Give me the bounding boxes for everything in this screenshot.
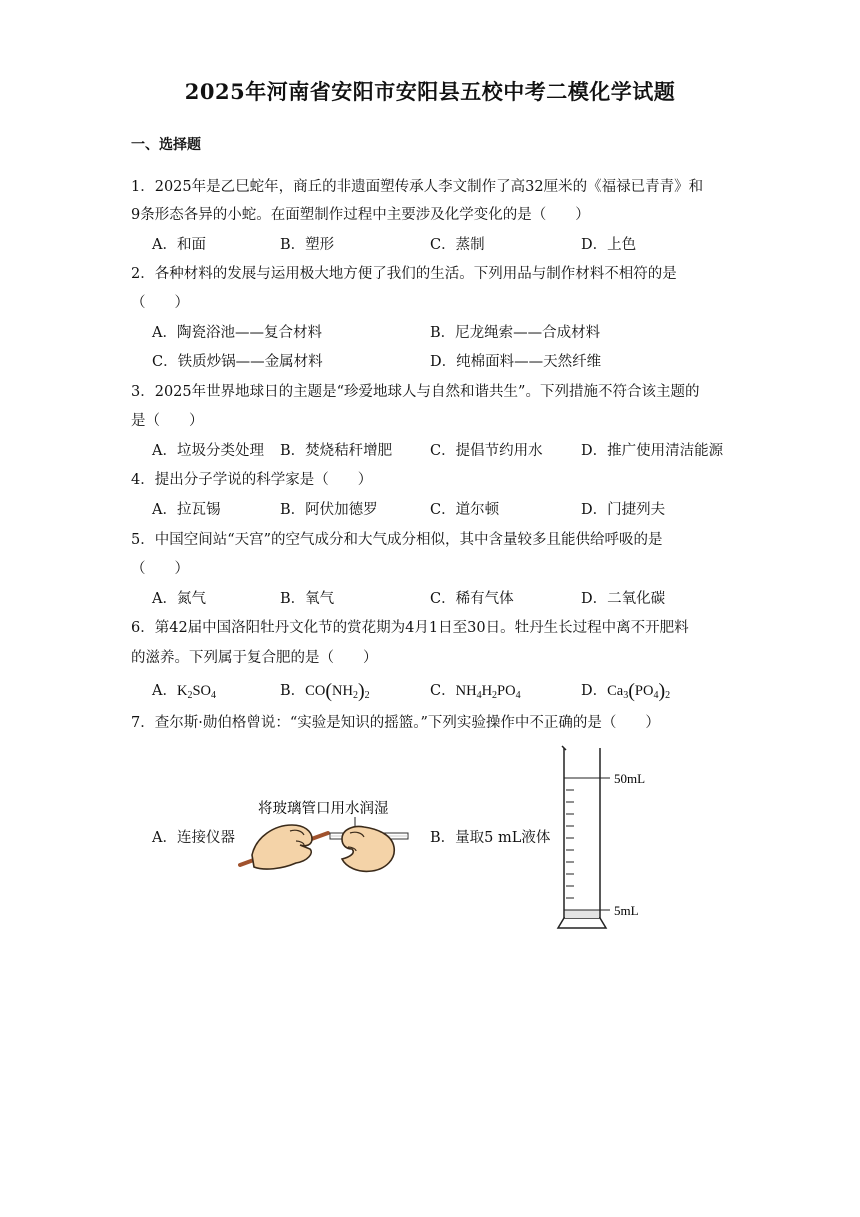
question-2-option-d: D．纯棉面料——天然纤维 xyxy=(430,354,602,370)
question-1-option-c: C．蒸制 xyxy=(430,237,485,253)
question-6-line-2: 的滋养。下列属于复合肥的是（ ） xyxy=(131,650,378,666)
question-5-option-c: C．稀有气体 xyxy=(430,591,514,607)
question-2-line-2: （ ） xyxy=(131,295,189,311)
question-4-option-a: A．拉瓦锡 xyxy=(152,502,221,518)
formula-k2so4: $K_2SO_4$ xyxy=(176,683,217,701)
question-4-option-d: D．门捷列夫 xyxy=(581,502,666,518)
question-2-option-a: A．陶瓷浴池——复合材料 xyxy=(152,325,322,341)
question-6-line-1: 6．第42届中国洛阳牡丹文化节的赏花期为4月1日至30日。牡丹生长过程中离不开肥料 xyxy=(131,620,689,636)
question-1-line-1: 1．2025年是乙巳蛇年，商丘的非遗面塑传承人李文制作了高32厘米的《福禄已青青》和 xyxy=(131,179,704,195)
question-6-option-b xyxy=(280,681,370,706)
question-6-option-a xyxy=(152,681,216,706)
section-heading: 一、选择题 xyxy=(131,137,201,153)
figure-a-caption: 将玻璃管口用水润湿 xyxy=(258,801,389,817)
question-5-line-2: （ ） xyxy=(131,561,189,577)
connect-apparatus-illustration xyxy=(238,795,413,875)
question-3-line-1: 3．2025年世界地球日的主题是“珍爱地球人与自然和谐共生”。下列措施不符合该主题的 xyxy=(131,384,700,400)
question-2-line-1: 2．各种材料的发展与运用极大地方便了我们的生活。下列用品与制作材料不相符的是 xyxy=(131,266,677,282)
option-letter: D． xyxy=(581,683,608,699)
question-4-line-1: 4．提出分子学说的科学家是（ ） xyxy=(131,472,373,488)
formula-nh4h2po4: $NH_4H_2PO_4$ xyxy=(455,683,521,701)
question-3-option-b: B．焚烧秸秆增肥 xyxy=(280,443,393,459)
question-4-option-b: B．阿伏加德罗 xyxy=(280,502,378,518)
question-4-option-c: C．道尔顿 xyxy=(430,502,500,518)
question-7-option-b: B．量取5 mL液体 xyxy=(430,830,551,846)
option-letter: C． xyxy=(430,683,456,699)
question-3-option-c: C．提倡节约用水 xyxy=(430,443,543,459)
question-7-line-1: 7．查尔斯·勋伯格曾说：“实验是知识的摇篮。”下列实验操作中不正确的是（ ） xyxy=(131,715,660,731)
question-6-option-c xyxy=(430,681,521,706)
question-1-option-b: B．塑形 xyxy=(280,237,335,253)
question-1-line-2: 9条形态各异的小蛇。在面塑制作过程中主要涉及化学变化的是（ ） xyxy=(131,207,590,223)
formula-ca3po42: $Ca_3(PO_4)_2$ xyxy=(607,680,671,702)
question-5-option-b: B．氧气 xyxy=(280,591,335,607)
question-6-option-d xyxy=(581,681,670,706)
question-5-line-1: 5．中国空间站“天宫”的空气成分和大气成分相似，其中含量较多且能供给呼吸的是 xyxy=(131,532,663,548)
question-1-option-d: D．上色 xyxy=(581,237,637,253)
question-7-option-a: A．连接仪器 xyxy=(152,830,235,846)
question-3-option-d: D．推广使用清洁能源 xyxy=(581,443,724,459)
question-5-option-a: A．氮气 xyxy=(152,591,206,607)
label-5ml: 5mL xyxy=(614,903,639,918)
question-3-option-a: A．垃圾分类处理 xyxy=(152,443,264,459)
option-letter: A． xyxy=(152,683,177,699)
question-3-line-2: 是（ ） xyxy=(131,413,204,429)
label-50ml: 50mL xyxy=(614,771,646,786)
question-2-option-b: B．尼龙绳索——合成材料 xyxy=(430,325,601,341)
question-2-option-c: C．铁质炒锅——金属材料 xyxy=(152,354,323,370)
question-5-option-d: D．二氧化碳 xyxy=(581,591,666,607)
page-title: 2025年河南省安阳市安阳县五校中考二模化学试题 xyxy=(184,79,676,104)
graduated-cylinder-illustration xyxy=(552,742,662,932)
question-1-option-a: A．和面 xyxy=(152,237,206,253)
option-letter: B． xyxy=(280,683,306,699)
formula-urea: $CO(NH_2)_2$ xyxy=(305,680,370,702)
